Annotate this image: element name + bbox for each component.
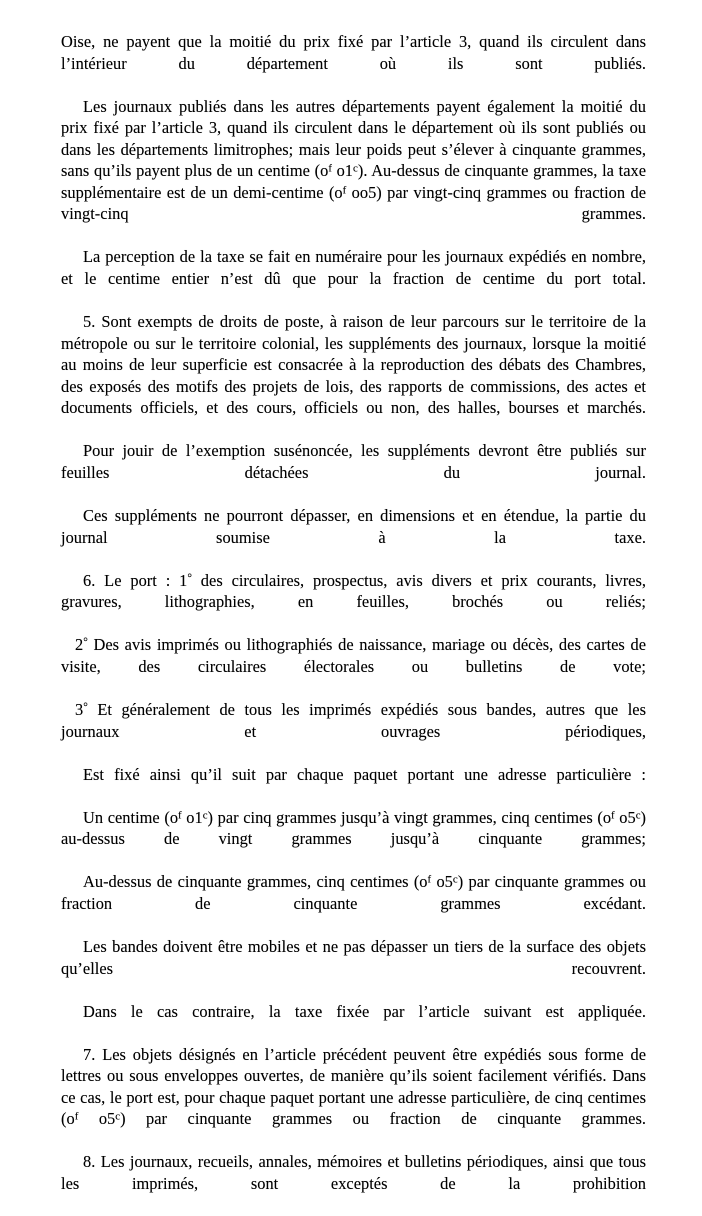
ordinal-marker: ° <box>83 701 88 714</box>
currency-superscript: c <box>115 1110 121 1123</box>
paragraph <box>61 31 646 96</box>
paragraph <box>61 570 646 635</box>
text-run: 3 <box>75 699 84 719</box>
text-run: ) au-dessus de vingt grammes jusqu’à cinquante grammes; <box>61 807 647 849</box>
paragraph <box>61 807 646 872</box>
currency-superscript: f <box>427 873 432 886</box>
currency-superscript: f <box>74 1110 79 1123</box>
text-run: o5 <box>614 807 636 827</box>
currency-superscript: f <box>178 809 182 822</box>
text-run: ) par cinquante grammes ou fraction de cinquante grammes. <box>120 1109 646 1129</box>
text-run: oo5) par vingt-cinq grammes ou fraction de vingt-cinq grammes. <box>61 182 646 224</box>
text-run: La perception de la taxe se fait en numéraire pour les journaux expédiés en nombre, et le centime entier n’est dû que pour la fraction de centime du port total. <box>61 247 646 289</box>
paragraph <box>61 440 646 505</box>
text-run: Au-dessus de cinquante grammes, cinq centimes (o <box>83 872 428 892</box>
text-run: 8. Les journaux, recueils, annales, mémoires et bulletins périodiques, ainsi que tous les imprimés, sont exceptés de la prohibition <box>61 1152 646 1193</box>
text-run: o5 <box>431 872 453 892</box>
currency-superscript: f <box>328 162 332 175</box>
paragraph <box>61 505 646 570</box>
text-run: Dans le cas contraire, la taxe fixée par l’article suivant est appliquée. <box>83 1001 646 1021</box>
currency-superscript: c <box>452 873 458 886</box>
text-column <box>61 31 646 1216</box>
text-run: 2 <box>75 635 84 655</box>
text-run: Et généralement de tous les imprimés expédiés sous bandes, autres que les journaux et ouvrages périodiques, <box>61 699 646 741</box>
currency-superscript: c <box>202 809 208 822</box>
paragraph <box>61 96 646 247</box>
paragraph <box>61 634 646 699</box>
currency-superscript: c <box>353 162 358 175</box>
currency-superscript: c <box>635 809 641 822</box>
ordinal-marker: ° <box>187 572 192 585</box>
text-run: Les bandes doivent être mobiles et ne pas dépasser un tiers de la surface des objets qu’elles recouvrent. <box>61 936 646 978</box>
paragraph <box>61 311 646 440</box>
currency-superscript: f <box>342 184 347 197</box>
text-run: ). Au-dessus de cinquante grammes, la taxe supplémentaire est de un demi-centime (o <box>61 161 647 202</box>
text-run: Des avis imprimés ou lithographiés de naissance, mariage ou décès, des cartes de visite, des circulaires électorales ou bulletins de vote; <box>61 635 646 676</box>
currency-superscript: f <box>611 809 615 822</box>
paragraph <box>61 246 646 311</box>
text-run: 5. Sont exempts de droits de poste, à raison de leur parcours sur le territoire de la métropole ou sur le territoire colonial, les suppléments des journaux, lorsque la moitié au moins de leur superficie est consacrée à la reproduction des débats des Chambres, des exposés des motifs des projets de lois, des rapports de commissions, des actes et documents officiels, et des cours, officiels ou non, des halles, bourses et marchés. <box>61 312 646 418</box>
ordinal-marker: ° <box>83 636 88 649</box>
text-run: Est fixé ainsi qu’il suit par chaque paquet portant une adresse particulière : <box>83 764 646 784</box>
text-run: o1 <box>181 807 203 827</box>
text-run: Ces suppléments ne pourront dépasser, en dimensions et en étendue, la partie du journal soumise à la taxe. <box>61 506 646 547</box>
text-run: o1 <box>331 161 354 181</box>
text-run: des circulaires, prospectus, avis divers et prix courants, livres, gravures, lithographies, en feuilles, brochés ou reliés; <box>61 570 646 612</box>
text-run: o5 <box>78 1109 116 1129</box>
text-run: Pour jouir de l’exemption susénoncée, les suppléments devront être publiés sur feuilles détachées du journal. <box>61 441 646 482</box>
text-run: 7. Les objets désignés en l’article précédent peuvent être expédiés sous forme de lettres ou sous enveloppes ouvertes, de manière qu’ils soient facilement vérifiés. Dans ce cas, le port est, pour chaque paquet portant une adresse particulière, de cinq centimes (o <box>61 1044 646 1129</box>
text-run: 6. Le port : 1 <box>83 570 188 590</box>
paragraph <box>61 764 646 807</box>
paragraph <box>61 936 646 1001</box>
paragraph <box>61 1044 646 1152</box>
text-run: ) par cinq grammes jusqu’à vingt grammes, cinq centimes (o <box>207 807 612 827</box>
paragraph <box>61 1151 646 1216</box>
text-run: Les journaux publiés dans les autres départements payent également la moitié du prix fixé par l’article 3, quand ils circulent dans le département où ils sont publiés ou dans les départements limitrophes; mais leur poids peut s’élever à cinquante grammes, sans qu’ils payent plus de un centime (o <box>61 96 646 181</box>
text-run: Oise, ne payent que la moitié du prix fixé par l’article 3, quand ils circulent dans l’intérieur du département où ils sont publiés. <box>61 32 646 73</box>
text-run: Un centime (o <box>83 807 179 827</box>
paragraph <box>61 871 646 936</box>
paragraph <box>61 1001 646 1044</box>
paragraph <box>61 699 646 764</box>
text-run: ) par cinquante grammes ou fraction de cinquante grammes excédant. <box>61 872 646 913</box>
